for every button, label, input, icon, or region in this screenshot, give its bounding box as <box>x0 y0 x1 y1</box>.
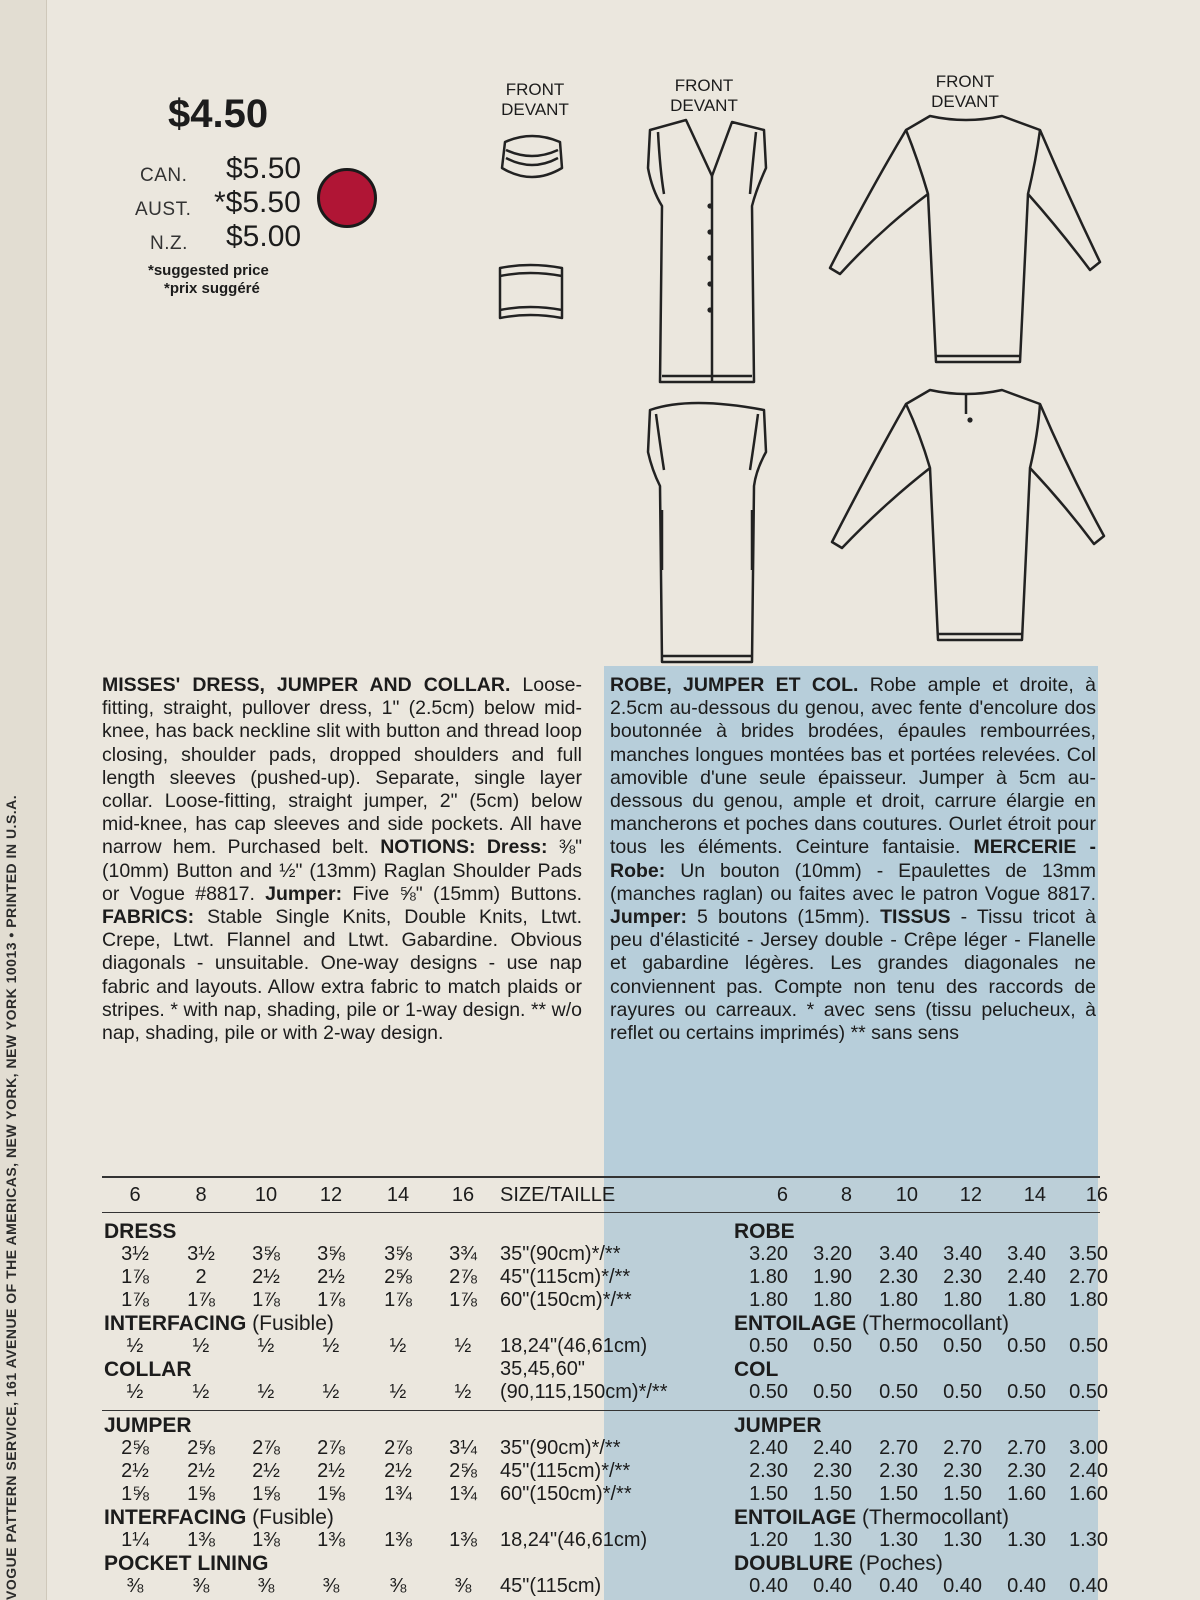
yardage-en-cell: ½ <box>389 1381 407 1403</box>
metrage-fr-cell: 2.40 <box>813 1437 852 1459</box>
metrage-fr-cell: 0.40 <box>943 1575 982 1597</box>
yardage-en-cell: 1¼ <box>121 1529 149 1551</box>
table-section-rule <box>102 1410 1100 1411</box>
body-french: Robe ample et droite, à 2.5cm au-dessous du genou, avec fente d'encolure dos boutonnée à brides brodées, épaules rembourrées, manches longues montées bas et portées relevées. Col amovible d'une seule épaisseur. Jumper à 5cm au-dessous du genou, ample et droit, carrure élargie en mancherons et poches dans coutures. Ourlet étroit pour tous les éléments. Ceinture fantaisie. <box>610 674 1096 859</box>
collar-front-drawing <box>502 136 562 177</box>
metrage-fr-cell: 1.50 <box>749 1483 788 1505</box>
yardage-en-cell: 1⅞ <box>384 1289 412 1311</box>
yardage-en-cell: 2½ <box>384 1460 412 1482</box>
metrage-fr-cell: 2.30 <box>1007 1460 1046 1482</box>
metrage-fr-cell: 0.50 <box>749 1335 788 1357</box>
metrage-fr-cell: 0.50 <box>943 1335 982 1357</box>
metrage-fr-cell: 0.50 <box>879 1335 918 1357</box>
fabric-width-cell: 60"(150cm)*/** <box>500 1289 632 1311</box>
size-header-fr: 6 <box>776 1184 788 1206</box>
yardage-en-cell: ½ <box>322 1381 340 1403</box>
section-heading-fr: JUMPER <box>734 1414 822 1437</box>
yardage-en-cell: 1⅞ <box>317 1289 345 1311</box>
metrage-fr-cell: 0.50 <box>1069 1335 1108 1357</box>
yardage-row <box>0 1483 1200 1507</box>
size-header-fr: 10 <box>895 1184 918 1206</box>
yardage-en-cell: 1¾ <box>384 1483 412 1505</box>
fabric-width-cell: 35"(90cm)*/** <box>500 1243 621 1265</box>
metrage-fr-cell: 1.20 <box>749 1529 788 1551</box>
yardage-en-cell: ½ <box>192 1335 210 1357</box>
yardage-row <box>0 1243 1200 1267</box>
yardage-en-cell: 1⅝ <box>317 1483 345 1505</box>
size-header-fr: 14 <box>1023 1184 1046 1206</box>
yardage-en-cell: ½ <box>257 1335 275 1357</box>
nap-note-english: * with nap, shading, pile or 1-way design. ** w/o nap, shading, pile or with 2-way design. <box>102 998 582 1045</box>
yardage-en-cell: ½ <box>454 1381 472 1403</box>
yardage-en-cell: ½ <box>192 1381 210 1403</box>
yardage-en-cell: 1⅜ <box>449 1529 477 1551</box>
price-label-nz: N.Z. <box>150 233 188 254</box>
metrage-fr-cell: 2.70 <box>1069 1266 1108 1288</box>
yardage-row <box>0 1289 1200 1313</box>
notions-dress: ⅜" (10mm) Button and ½" (13mm) Raglan Shoulder Pads or Vogue #8817. <box>102 836 583 905</box>
metrage-fr-cell: 0.40 <box>813 1575 852 1597</box>
front-label-collar: FRONT DEVANT <box>501 80 569 119</box>
yardage-en-cell: 1⅞ <box>252 1289 280 1311</box>
yardage-row <box>0 1575 1200 1599</box>
description-french <box>610 674 1096 1045</box>
yardage-en-cell: 1⅞ <box>449 1289 477 1311</box>
fabric-width-cell: 18,24"(46,61cm) <box>500 1529 648 1551</box>
yardage-en-cell: 1⅜ <box>252 1529 280 1551</box>
metrage-fr-cell: 2.30 <box>943 1460 982 1482</box>
metrage-fr-cell: 1.80 <box>943 1289 982 1311</box>
size-header-en: 8 <box>195 1184 207 1206</box>
section-heading-en: INTERFACING (Fusible) <box>104 1312 334 1335</box>
metrage-fr-cell: 2.30 <box>943 1266 982 1288</box>
metrage-fr-cell: 1.30 <box>1007 1529 1046 1551</box>
metrage-fr-cell: 1.80 <box>749 1289 788 1311</box>
yardage-en-cell: 2½ <box>252 1266 280 1288</box>
metrage-fr-cell: 2.40 <box>1007 1266 1046 1288</box>
yardage-en-cell: 2⅞ <box>384 1437 412 1459</box>
metrage-fr-cell: 1.80 <box>879 1289 918 1311</box>
jumper-back-drawing <box>648 403 766 662</box>
yardage-en-cell: ⅜ <box>389 1575 407 1597</box>
yardage-en-cell: ½ <box>389 1335 407 1357</box>
yardage-en-cell: 3¼ <box>449 1437 477 1459</box>
fabric-width-cell: 45"(115cm)*/** <box>500 1460 631 1482</box>
yardage-en-cell: 2⅝ <box>187 1437 215 1459</box>
yardage-row <box>0 1266 1200 1290</box>
yardage-en-cell: 1⅞ <box>121 1266 149 1288</box>
metrage-fr-cell: 3.00 <box>1069 1437 1108 1459</box>
metrage-fr-cell: 0.40 <box>749 1575 788 1597</box>
yardage-en-cell: 2½ <box>317 1460 345 1482</box>
price-label-aust: AUST. <box>135 199 192 220</box>
yardage-en-cell: 1⅞ <box>121 1289 149 1311</box>
metrage-fr-cell: 1.80 <box>1007 1289 1046 1311</box>
mercerie-heading: MERCERIE - Robe: <box>610 836 1097 882</box>
yardage-en-cell: 3⅝ <box>252 1243 280 1265</box>
section-heading-en: INTERFACING (Fusible) <box>104 1506 334 1529</box>
section-heading-fr: ENTOILAGE (Thermocollant) <box>734 1312 1010 1335</box>
metrage-fr-cell: 1.80 <box>1069 1289 1108 1311</box>
description-english <box>102 674 582 1045</box>
metrage-fr-cell: 0.50 <box>879 1381 918 1403</box>
table-header-rule <box>102 1212 1100 1213</box>
price-label-can: CAN. <box>140 165 188 186</box>
yardage-en-cell: ⅜ <box>126 1575 144 1597</box>
front-label-jumper: FRONT DEVANT <box>670 76 738 115</box>
section-heading-en: COLLAR <box>104 1358 192 1381</box>
price-value-can: $5.50 <box>226 152 302 185</box>
metrage-fr-cell: 2.70 <box>943 1437 982 1459</box>
yardage-en-cell: ½ <box>257 1381 275 1403</box>
size-header-en: 6 <box>129 1184 141 1206</box>
notions-jumper-heading: Jumper: <box>265 882 343 905</box>
fabric-width-cell: 45"(115cm)*/** <box>500 1266 631 1288</box>
yardage-en-cell: 1⅜ <box>384 1529 412 1551</box>
yardage-en-cell: ⅜ <box>257 1575 275 1597</box>
metrage-fr-cell: 3.20 <box>813 1243 852 1265</box>
yardage-en-cell: 2⅞ <box>252 1437 280 1459</box>
size-header-label: SIZE/TAILLE <box>500 1184 616 1206</box>
fabrics-heading: FABRICS: <box>102 906 195 929</box>
metrage-fr-cell: 1.30 <box>1069 1529 1108 1551</box>
size-header-en: 16 <box>451 1184 475 1206</box>
yardage-en-cell: 3½ <box>187 1243 215 1265</box>
metrage-fr-cell: 1.60 <box>1007 1483 1046 1505</box>
metrage-fr-cell: 2.30 <box>879 1266 918 1288</box>
metrage-fr-cell: 0.50 <box>1069 1381 1108 1403</box>
section-heading-en: POCKET LINING <box>104 1552 269 1575</box>
metrage-fr-cell: 0.50 <box>813 1335 852 1357</box>
yardage-en-cell: 3⅝ <box>384 1243 412 1265</box>
size-header-fr: 12 <box>959 1184 982 1206</box>
suggested-price-note: *suggested price <box>148 262 269 279</box>
fabric-width-cell: 60"(150cm)*/** <box>500 1483 632 1505</box>
yardage-en-cell: 1¾ <box>449 1483 477 1505</box>
yardage-en-cell: 1⅝ <box>121 1483 149 1505</box>
garment-line-drawings <box>0 0 1200 680</box>
metrage-fr-cell: 1.80 <box>813 1289 852 1311</box>
metrage-fr-cell: 0.40 <box>1007 1575 1046 1597</box>
fabric-width-cell: 18,24"(46,61cm) <box>500 1335 648 1357</box>
metrage-fr-cell: 0.50 <box>749 1381 788 1403</box>
metrage-fr-cell: 1.30 <box>813 1529 852 1551</box>
fabric-width-cell: (90,115,150cm)*/** <box>500 1381 668 1403</box>
notions-jumper: Five ⅝" (15mm) Buttons. <box>352 882 582 905</box>
metrage-fr-cell: 0.50 <box>1007 1335 1046 1357</box>
price-value-nz: $5.00 <box>226 220 302 253</box>
jumper-front-drawing <box>648 120 766 382</box>
yardage-en-cell: 2½ <box>121 1460 149 1482</box>
section-heading-fr: ENTOILAGE (Thermocollant) <box>734 1506 1010 1529</box>
dress-back-drawing <box>832 390 1104 640</box>
yardage-en-cell: 2½ <box>317 1266 345 1288</box>
yardage-en-cell: 1⅞ <box>187 1289 215 1311</box>
title-french: ROBE, JUMPER ET COL. <box>610 674 859 696</box>
section-heading-fr: ROBE <box>734 1220 795 1243</box>
collar-flat-drawing <box>500 265 562 318</box>
metrage-fr-cell: 1.60 <box>1069 1483 1108 1505</box>
yardage-en-cell: ½ <box>126 1335 144 1357</box>
yardage-en-cell: 3¾ <box>449 1243 477 1265</box>
metrage-fr-cell: 1.80 <box>749 1266 788 1288</box>
yardage-en-cell: ½ <box>322 1335 340 1357</box>
mercerie-jumper: 5 boutons (15mm). <box>697 906 871 929</box>
yardage-en-cell: 2⅝ <box>121 1437 149 1459</box>
price-value-aust: *$5.50 <box>214 186 301 219</box>
metrage-fr-cell: 2.70 <box>879 1437 918 1459</box>
metrage-fr-cell: 1.50 <box>879 1483 918 1505</box>
metrage-fr-cell: 2.40 <box>1069 1460 1108 1482</box>
metrage-fr-cell: 0.50 <box>943 1381 982 1403</box>
size-header-en: 10 <box>254 1184 278 1206</box>
dress-front-drawing <box>830 116 1100 362</box>
metrage-fr-cell: 3.50 <box>1069 1243 1108 1265</box>
yardage-en-cell: 2⅞ <box>317 1437 345 1459</box>
yardage-en-cell: 2 <box>195 1266 207 1288</box>
publisher-side-text: VOGUE PATTERN SERVICE, 161 AVENUE OF THE AMERICAS, NEW YORK, NEW YORK 10013 • PRINTED IN U.S.A. <box>3 794 19 1600</box>
section-heading-fr: DOUBLURE (Poches) <box>734 1552 943 1575</box>
suggested-price-note-fr: *prix suggéré <box>164 280 260 297</box>
yardage-row <box>0 1529 1200 1553</box>
yardage-en-cell: ⅜ <box>454 1575 472 1597</box>
fabric-width-cell: 35"(90cm)*/** <box>500 1437 621 1459</box>
metrage-fr-cell: 1.50 <box>943 1483 982 1505</box>
metrage-fr-cell: 0.40 <box>879 1575 918 1597</box>
size-header-en: 12 <box>319 1184 343 1206</box>
metrage-fr-cell: 3.20 <box>749 1243 788 1265</box>
yardage-en-cell: 1⅝ <box>187 1483 215 1505</box>
yardage-row <box>0 1381 1200 1405</box>
metrage-fr-cell: 0.50 <box>1007 1381 1046 1403</box>
yardage-en-cell: 1⅝ <box>252 1483 280 1505</box>
front-label-dress: FRONT DEVANT <box>931 72 999 111</box>
yardage-en-cell: 1⅜ <box>187 1529 215 1551</box>
size-header-en: 14 <box>386 1184 410 1206</box>
yardage-en-cell: 2½ <box>187 1460 215 1482</box>
metrage-fr-cell: 2.40 <box>749 1437 788 1459</box>
collar-width-label: 35,45,60" <box>500 1358 585 1380</box>
mercerie-jumper-heading: Jumper: <box>610 906 687 929</box>
section-heading-en: JUMPER <box>104 1414 192 1437</box>
metrage-fr-cell: 1.50 <box>813 1483 852 1505</box>
yardage-en-cell: 1⅜ <box>317 1529 345 1551</box>
fabrics-english: Stable Single Knits, Double Knits, Ltwt. Crepe, Ltwt. Flannel and Ltwt. Gabardine. Obvious diagonals - unsuitable. One-way designs - use nap fabric and layouts. Allow extra fabric to match plaids or stripes. <box>102 906 582 1021</box>
tissus-french: - Tissu tricot à peu d'élasticité - Jersey double - Crêpe léger - Flanelle et gabardine légères. Les grandes diagonales ne conviennent pas. Compte non tenu des raccords de rayures ou carreaux. <box>610 906 1097 1021</box>
yardage-row <box>0 1335 1200 1359</box>
yardage-row <box>0 1437 1200 1461</box>
sens-note-french: * avec sens (tissu pelucheux, à reflet ou certains imprimés) ** sans sens <box>610 998 1097 1045</box>
yardage-en-cell: 2⅝ <box>384 1266 412 1288</box>
table-top-rule <box>102 1176 1100 1178</box>
yardage-en-cell: 2½ <box>252 1460 280 1482</box>
size-header-fr: 8 <box>840 1184 852 1206</box>
metrage-fr-cell: 3.40 <box>879 1243 918 1265</box>
mercerie-robe: Un bouton (10mm) - Epaulettes de 13mm (manches raglan) ou faites avec le patron Vogue 8817. <box>610 859 1096 905</box>
title-english: MISSES' DRESS, JUMPER AND COLLAR. <box>102 674 511 696</box>
section-heading-en: DRESS <box>104 1220 177 1243</box>
fabric-width-cell: 45"(115cm) <box>500 1575 602 1597</box>
metrage-fr-cell: 2.70 <box>1007 1437 1046 1459</box>
metrage-fr-cell: 1.90 <box>813 1266 852 1288</box>
yardage-en-cell: 2⅝ <box>449 1460 477 1482</box>
size-header-fr: 16 <box>1085 1184 1108 1206</box>
tissus-heading: TISSUS <box>880 906 951 929</box>
metrage-fr-cell: 3.40 <box>943 1243 982 1265</box>
metrage-fr-cell: 2.30 <box>749 1460 788 1482</box>
yardage-en-cell: ½ <box>454 1335 472 1357</box>
metrage-fr-cell: 2.30 <box>813 1460 852 1482</box>
yardage-en-cell: ⅜ <box>192 1575 210 1597</box>
yardage-en-cell: 3½ <box>121 1243 149 1265</box>
body-english: Loose-fitting, straight, pullover dress, 1" (2.5cm) below mid-knee, has back neckline slit with button and thread loop closing, shoulder pads, dropped shoulders and full length sleeves (pushed-up). Separate, single layer collar. Loose-fitting, straight jumper, 2" (5cm) below mid-knee, has cap sleeves and side pockets. All have narrow hem. Purchased belt. <box>102 674 582 859</box>
yardage-row <box>0 1460 1200 1484</box>
yardage-en-cell: ½ <box>126 1381 144 1403</box>
metrage-fr-cell: 0.50 <box>813 1381 852 1403</box>
metrage-fr-cell: 2.30 <box>879 1460 918 1482</box>
yardage-en-cell: ⅜ <box>322 1575 340 1597</box>
yardage-en-cell: 3⅝ <box>317 1243 345 1265</box>
notions-heading: NOTIONS: Dress: <box>380 836 548 859</box>
yardage-en-cell: 2⅞ <box>449 1266 477 1288</box>
metrage-fr-cell: 3.40 <box>1007 1243 1046 1265</box>
metrage-fr-cell: 0.40 <box>1069 1575 1108 1597</box>
price-usd: $4.50 <box>168 92 269 136</box>
metrage-fr-cell: 1.30 <box>879 1529 918 1551</box>
section-heading-fr: COL <box>734 1358 779 1381</box>
metrage-fr-cell: 1.30 <box>943 1529 982 1551</box>
